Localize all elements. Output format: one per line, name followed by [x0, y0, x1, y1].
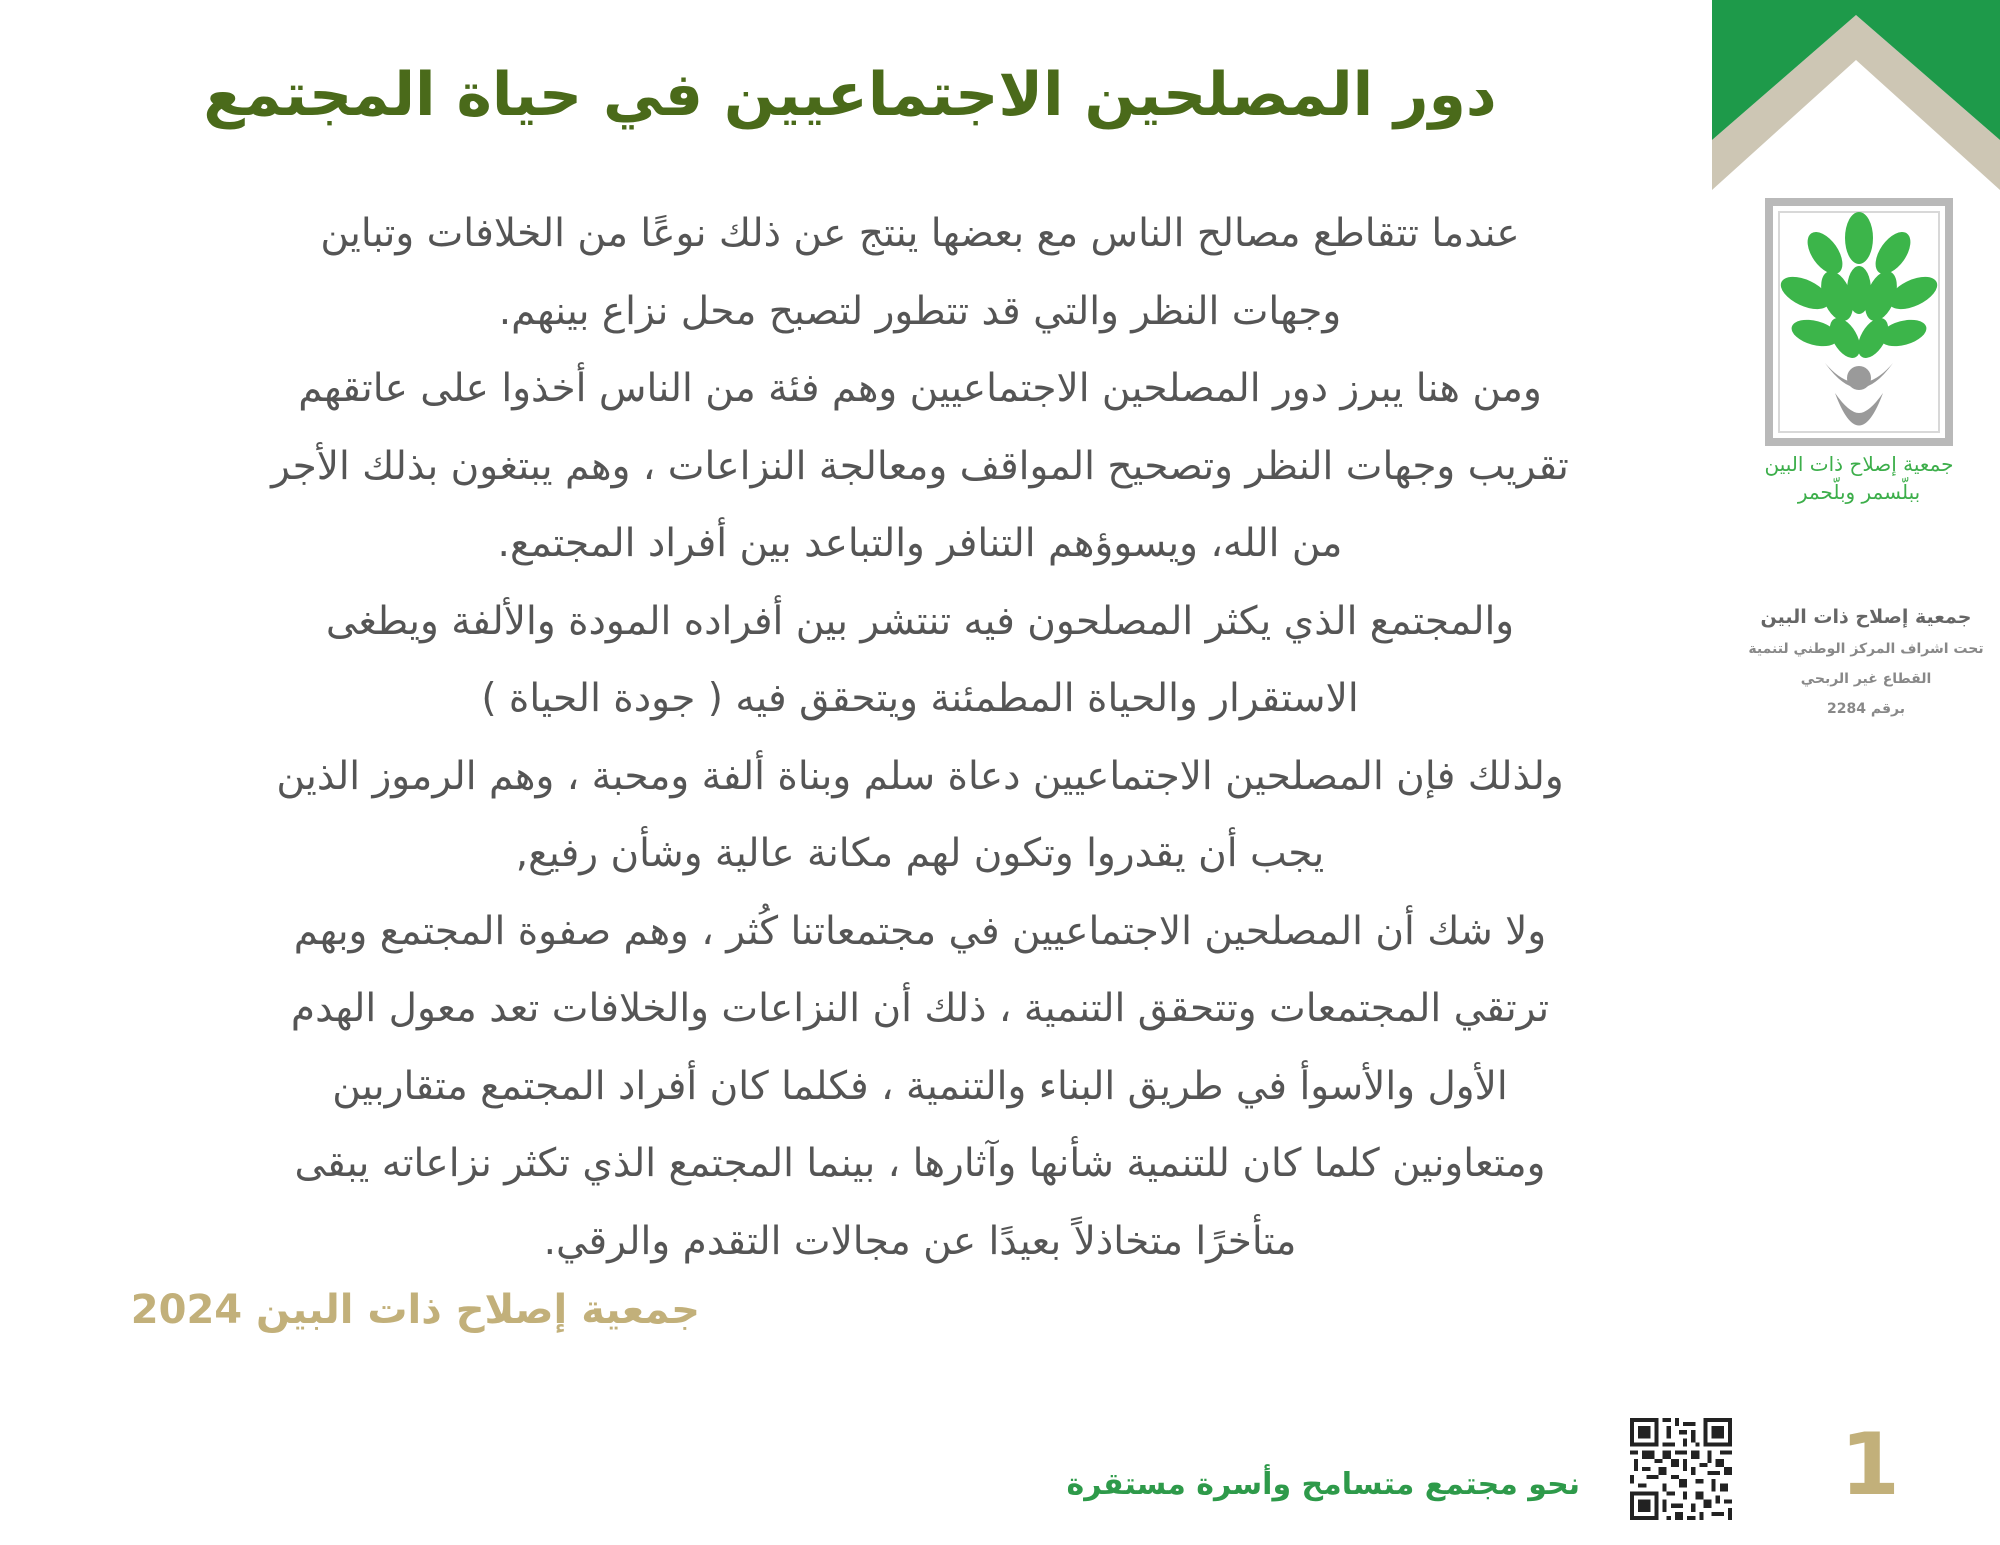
page-title: دور المصلحين الاجتماعيين في حياة المجتمع	[203, 60, 1497, 130]
logo-name-line1: جمعية إصلاح ذات البين	[1764, 452, 1954, 476]
side-info-line: القطاع غير الربحي	[1800, 671, 1932, 687]
body-line: يجب أن يقدروا وتكون لهم مكانة عالية وشأن رفيع,	[515, 831, 1325, 876]
side-info-line: تحت اشراف المركز الوطني لتنمية	[1748, 641, 1984, 657]
body-line: ومتعاونين كلما كان للتنمية شأنها وآثارها ، بينما المجتمع الذي تكثر نزاعاته يبقى	[294, 1141, 1546, 1186]
body-line: الأول والأسوأ في طريق البناء والتنمية ، فكلما كان أفراد المجتمع متقاربين	[332, 1063, 1508, 1109]
footer-slogan: نحو مجتمع متسامح وأسرة مستقرة	[1066, 1467, 1580, 1502]
tree-logo-icon	[1765, 198, 1953, 448]
body-line: تقريب وجهات النظر وتصحيح المواقف ومعالجة النزاعات ، وهم يبتغون بذلك الأجر	[271, 443, 1569, 489]
side-info-org: جمعية إصلاح ذات البين	[1760, 606, 1972, 628]
body-line: متأخرًا متخاذلاً بعيدًا عن مجالات التقدم والرقي.	[543, 1218, 1297, 1264]
side-info-line: برقم 2284	[1827, 701, 1905, 717]
side-info	[1735, 600, 1997, 724]
body-line: من الله، ويسوؤهم التنافر والتباعد بين أفراد المجتمع.	[497, 521, 1343, 566]
body-line: ولذلك فإن المصلحين الاجتماعيين دعاة سلم وبناة ألفة ومحبة ، وهم الرموز الذين	[276, 753, 1564, 799]
footer-signature: جمعية إصلاح ذات البين 2024	[130, 1287, 700, 1333]
logo-name	[1725, 450, 1993, 506]
body-line: وجهات النظر والتي قد تتطور لتصبح محل نزاع بينهم.	[498, 288, 1342, 334]
body-text	[160, 195, 1680, 1280]
body-line: ترتقي المجتمعات وتتحقق التنمية ، ذلك أن النزاعات والخلافات تعد معول الهدم	[290, 986, 1550, 1031]
logo-name-line2: ببلّسمر وبلّحمر	[1797, 480, 1921, 504]
roof-chevron-icon	[1712, 0, 2000, 200]
body-line: ومن هنا يبرز دور المصلحين الاجتماعيين وهم فئة من الناس أخذوا على عاتقهم	[298, 366, 1542, 411]
body-line: الاستقرار والحياة المطمئنة ويتحقق فيه ( جودة الحياة )	[481, 676, 1359, 721]
qr-code-icon[interactable]	[1630, 1418, 1732, 1520]
body-line: عندما تتقاطع مصالح الناس مع بعضها ينتج عن ذلك نوعًا من الخلافات وتباين	[320, 211, 1520, 256]
page-number: 1	[1840, 1415, 1900, 1515]
body-line: ولا شك أن المصلحين الاجتماعيين في مجتمعاتنا كُثر ، وهم صفوة المجتمع وبهم	[293, 908, 1547, 954]
body-line: والمجتمع الذي يكثر المصلحون فيه تنتشر بين أفراده المودة والألفة ويطغى	[325, 598, 1515, 644]
